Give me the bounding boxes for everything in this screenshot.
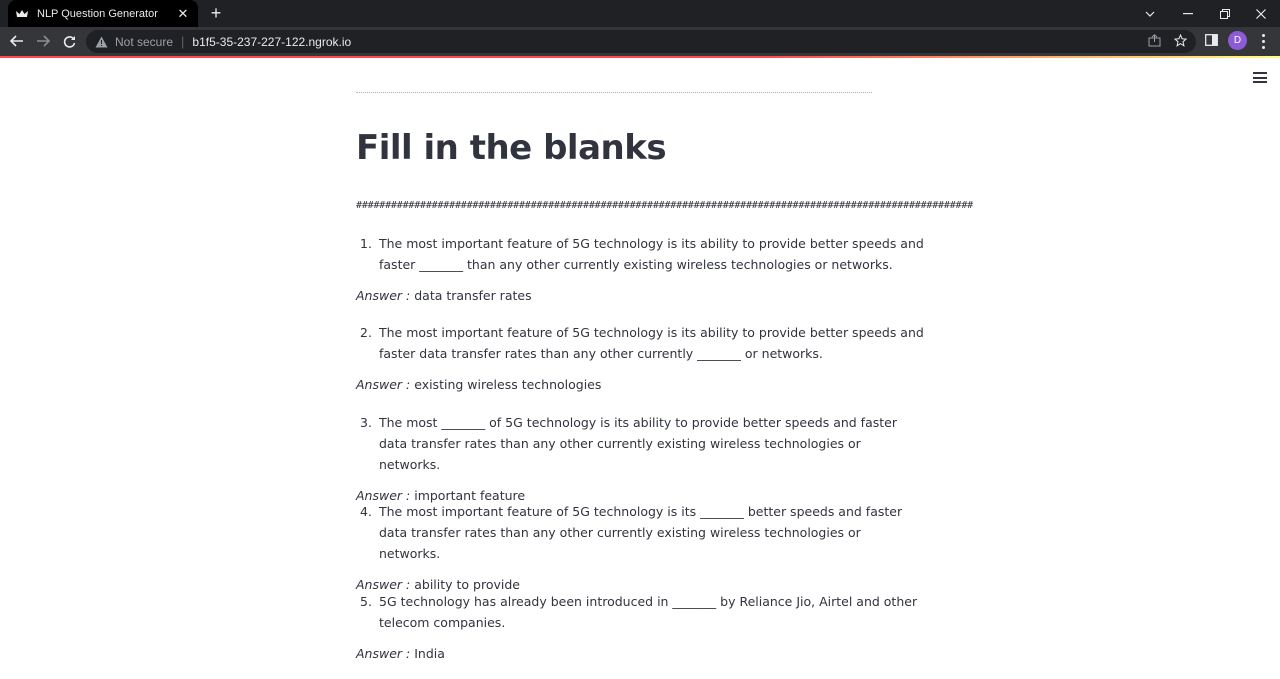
question-block: [356, 233, 926, 305]
address-separator: |: [181, 34, 185, 49]
address-bar[interactable]: [86, 30, 1196, 53]
answer-line: [356, 376, 926, 394]
question-text: The most important feature of 5G technology is its ability to provide better speeds and faster data transfer rates than any other currently _______ or networks.: [379, 325, 924, 361]
answer-text: ability to provide: [414, 577, 520, 592]
answer-text: data transfer rates: [414, 288, 532, 303]
new-tab-button[interactable]: +: [210, 3, 222, 23]
list-item: [356, 412, 926, 475]
question-text: The most _______ of 5G technology is its ability to provide better speeds and faster data transfer rates than any other currently existing wireless technologies or networks.: [379, 415, 897, 472]
answer-label: Answer :: [356, 646, 411, 661]
question-text: 5G technology has already been introduced in _______ by Reliance Jio, Airtel and other telecom companies.: [379, 594, 918, 630]
question-number: 1.: [360, 236, 372, 251]
restore-icon[interactable]: [1207, 0, 1243, 27]
security-status[interactable]: Not secure: [115, 34, 174, 49]
question-block: [356, 591, 926, 663]
tab-close-button[interactable]: ✕: [177, 5, 189, 21]
share-icon[interactable]: [1146, 32, 1162, 48]
question-number: 5.: [360, 594, 372, 609]
list-item: [356, 591, 926, 633]
browser-tab-strip: [0, 0, 1280, 27]
forward-arrow-icon[interactable]: [34, 32, 52, 50]
hash-separator: ##########################################################################################################: [356, 200, 973, 211]
answer-line: [356, 287, 926, 305]
list-item: [356, 322, 926, 364]
tab-title: NLP Question Generator: [37, 7, 158, 20]
question-block: [356, 412, 926, 505]
answer-label: Answer :: [356, 377, 411, 392]
back-arrow-icon[interactable]: [8, 32, 26, 50]
answer-text: existing wireless technologies: [414, 377, 602, 392]
profile-avatar[interactable]: D: [1228, 31, 1247, 50]
answer-label: Answer :: [356, 488, 411, 503]
side-panel-icon[interactable]: [1203, 32, 1219, 48]
question-text: The most important feature of 5G technology is its _______ better speeds and faster data transfer rates than any other currently existing wireless technologies or networks.: [379, 504, 903, 561]
question-number: 4.: [360, 504, 372, 519]
reload-icon[interactable]: [60, 32, 78, 50]
list-item: [356, 501, 926, 564]
browser-tab[interactable]: [8, 0, 198, 27]
page-title: Fill in the blanks: [356, 128, 667, 168]
browser-toolbar: [0, 27, 1280, 56]
list-item: [356, 233, 926, 275]
bookmark-star-icon[interactable]: [1172, 32, 1188, 48]
divider: [356, 92, 872, 93]
question-block: [356, 322, 926, 394]
header-decoration-bar: [0, 56, 1280, 58]
question-number: 2.: [360, 325, 372, 340]
warning-triangle-icon[interactable]: [95, 35, 109, 49]
tab-search-icon[interactable]: [1132, 0, 1168, 27]
minimize-icon[interactable]: [1170, 0, 1206, 27]
close-window-icon[interactable]: [1243, 0, 1279, 27]
streamlit-crown-icon: [16, 8, 28, 20]
app-menu-icon[interactable]: [1253, 72, 1267, 83]
question-block: [356, 501, 926, 594]
answer-text: India: [414, 646, 445, 661]
question-text: The most important feature of 5G technology is its ability to provide better speeds and faster _______ than any other currently existing wireless technologies or networks.: [379, 236, 924, 272]
answer-label: Answer :: [356, 288, 411, 303]
answer-text: important feature: [414, 488, 526, 503]
browser-menu-icon[interactable]: [1257, 32, 1269, 50]
question-number: 3.: [360, 415, 372, 430]
answer-line: [356, 645, 926, 663]
url-text[interactable]: b1f5-35-237-227-122.ngrok.io: [192, 34, 352, 49]
answer-label: Answer :: [356, 577, 411, 592]
